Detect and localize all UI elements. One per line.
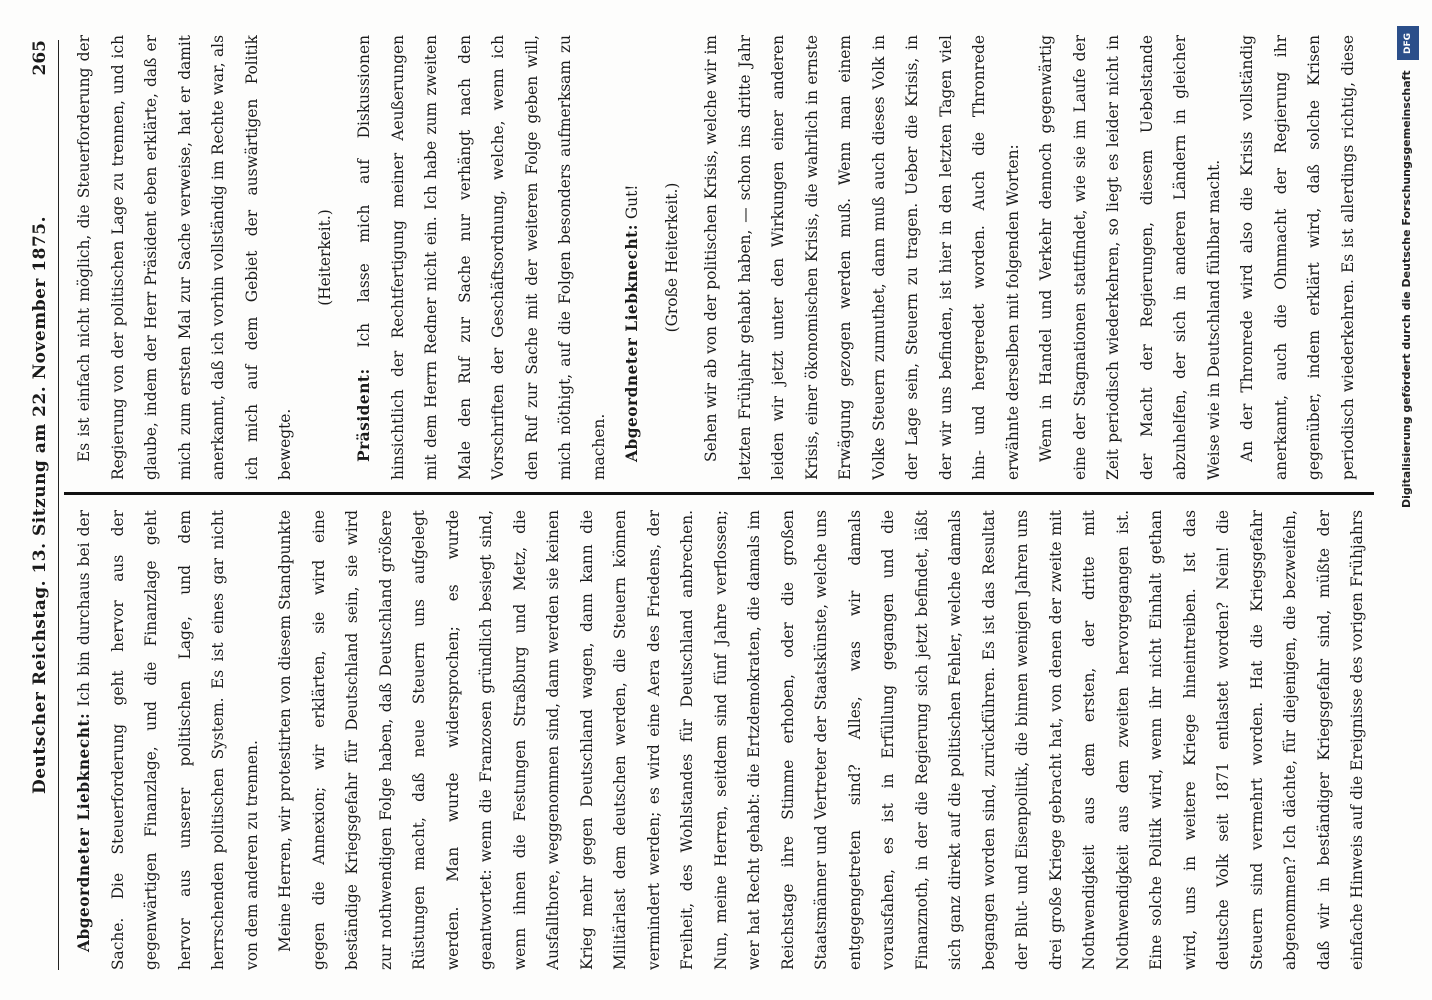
interjection	[309, 35, 343, 480]
paragraph	[1231, 35, 1368, 480]
left-column	[68, 510, 1368, 970]
paragraph-text: Gut!	[623, 184, 641, 220]
paragraph-text: Ich bin durchaus bei der Sache. Die Steuerforderung geht hervor aus der gegenwärtigen Finanzlage, und die Finanzlage geht hervor aus unserer politischen Lage, und dem herrschenden politischen System. Es ist eines gar nicht von dem anderen zu trennen.	[75, 510, 261, 970]
running-title: Deutscher Reichstag. 13. Sitzung am 22. November 1875.	[30, 215, 50, 795]
paragraph-text: An der Thronrede wird also die Krisis vollständig anerkannt, auch die Ohnmacht der Regierung ihr gegenüber, indem erklärt wird, daß solche Krisen periodisch wiederkehren. Es ist allerdings richtig, diese	[1238, 35, 1357, 480]
paragraph	[616, 35, 650, 480]
paragraph-text: (Große Heiterkeit.)	[662, 182, 681, 333]
paragraph	[348, 35, 616, 480]
page-number: 265	[30, 40, 50, 76]
paragraph-text: Meine Herren, wir protestirten von diesem Standpunkte gegen die Annexion; wir erklärten, sie wird eine beständige Kriegsgefahr für Deutschland sein, sie wird zur nothwendigen Folge haben, daß Deutschland größere Rüstungen macht, daß neue Steuern uns aufgelegt werden. Man wurde widersprochen; es wurde geantwortet: wenn die Franzosen gründlich besiegt sind, wenn ihnen die Festungen Straßburg und Metz, die Ausfallthore, weggenommen sind, dann werden sie keinen Krieg mehr gegen Deutschland wagen, dann kann die Militärlast dem deutschen werden, die Steuern können vermindert werden; es wird eine Aera des Friedens, der Freiheit, des Wohlstandes für Deutschland anbrechen. Nun, meine Herren, seitdem sind fünf Jahre verflossen; wer hat Recht gehabt: die Ertzdemokraten, die damals im Reichstage ihre Stimme erhoben, oder die großen Staatsmänner und Vertreter der Staatskünste, welche uns entgegengetreten sind? Alles, was wir damals vorausfahen, es ist in Erfüllung gegangen und die Finanznoth, in der die Regierung sich jetzt befindet, läßt sich ganz direkt auf die politischen Fehler, welche damals begangen worden sind, zurückführen. Es ist das Resultat der Blut- und Eisenpolitik, die binnen wenigen Jahren uns drei große Kriege gebracht hat, von denen der zweite mit Nothwendigkeit aus dem ersten, der dritte mit Nothwendigkeit aus dem zweiten hervorgegangen ist. Eine solche Politik wird, wenn ihr nicht Einhalt gethan wird, uns in weitere Kriege hineintreiben. Ist das deutsche Volk seit 1871 entlastet worden? Nein! die Steuern sind vermehrt worden. Hat die Kriegsgefahr abgenommen? Ich dächte, für diejenigen, die bezweifeln, daß wir in beständiger Kriegsgefahr sind, müßte der einfache Hinweis auf die Ereignisse des vorigen Frühjahrs	[276, 510, 1366, 970]
column-divider	[64, 492, 1374, 495]
paragraph-text: (Heiterkeit.)	[315, 209, 334, 306]
header-rule	[58, 40, 59, 970]
paragraph	[68, 35, 303, 480]
paragraph	[695, 35, 1030, 480]
right-column	[68, 35, 1368, 480]
paragraph	[269, 510, 1368, 970]
rotated-page-content	[24, 0, 1394, 1000]
dfg-logo: DFG	[1397, 26, 1419, 60]
paragraph	[1030, 35, 1231, 480]
paragraph-text: Sehen wir ab von der politischen Krisis, welche wir im letzten Frühjahr gehabt haben, — schon ins dritte Jahr leiden wir jetzt unter den Wirkungen einer anderen Krisis, einer ökonomischen Krisis, die wahrlich in ernste Erwägung gezogen werden muß. Wenn man einem Volke Steuern zumuthet, dann muß auch dieses Volk in der Lage sein, Steuern zu tragen. Ueber die Krisis, in der wir uns befinden, ist hier in den letzten Tagen viel hin- und hergeredet worden. Auch die Thronrede erwähnte derselben mit folgenden Worten:	[702, 35, 1022, 480]
paragraph-text: Es ist einfach nicht möglich, die Steuerforderung der Regierung von der politischen Lage zu trennen, und ich glaube, indem der Herr Präsident eben erklärte, daß er mich zum ersten Mal zur Sache verweise, hat er damit anerkannt, daß ich vorhin vollständig im Rechte war, als ich mich auf dem Gebiet der auswärtigen Politik bewegte.	[75, 35, 294, 480]
page-header	[30, 40, 60, 970]
interjection	[656, 35, 690, 480]
speaker-name: Präsident:	[355, 368, 373, 462]
digitization-sidebar	[1392, 10, 1426, 990]
paragraph	[68, 510, 269, 970]
paragraph-text: Ich lasse mich auf Diskussionen hinsichtlich der Rechtfertigung meiner Aeußerungen mit dem Herrn Redner nicht ein. Ich habe zum zweiten Male den Ruf zur Sache nur verhängt nach den Vorschriften der Geschäftsordnung, welche, wenn ich den Ruf zur Sache mit der weiteren Folge geben will, mich nöthigt, auf die Folgen besonders aufmerksam zu machen.	[355, 35, 608, 480]
paragraph-text: Wenn in Handel und Verkehr dennoch gegenwärtig eine der Stagnationen stattfindet, wie sie im Laufe der Zeit periodisch wiederkehren, so liegt es leider nicht in der Macht der Regierungen, diesem Uebelstande abzuhelfen, der sich in anderen Ländern in gleicher Weise wie in Deutschland fühlbar macht.	[1037, 35, 1223, 480]
speaker-name: Abgeordneter Liebknecht:	[623, 224, 641, 462]
speaker-name: Abgeordneter Liebknecht:	[75, 712, 93, 952]
digitization-credit: Digitalisierung gefördert durch die Deutsche Forschungsgemeinschaft	[1400, 70, 1413, 508]
